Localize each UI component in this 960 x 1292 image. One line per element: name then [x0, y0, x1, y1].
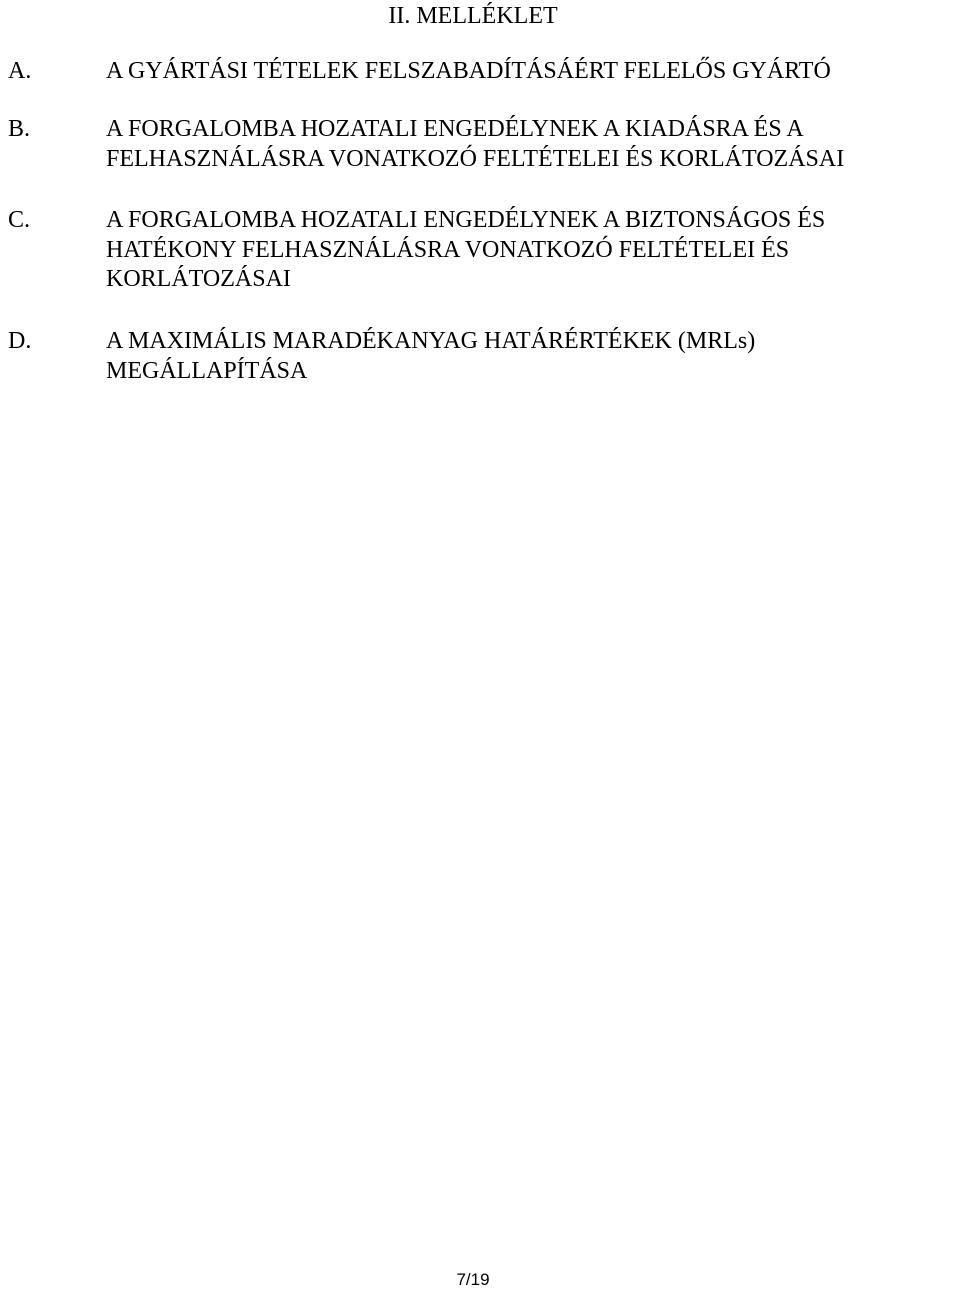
toc-item-b — [8, 115, 954, 174]
toc-item-text: A FORGALOMBA HOZATALI ENGEDÉLYNEK A KIADÁSRA ÉS A FELHASZNÁLÁSRA VONATKOZÓ FELTÉTELEI ÉS KORLÁTOZÁSAI — [106, 116, 845, 172]
toc-item-a — [8, 57, 954, 87]
toc-item-letter: B. — [8, 116, 31, 142]
toc-item-d — [8, 327, 954, 386]
toc-item-letter: D. — [8, 328, 32, 354]
toc-item-text: A GYÁRTÁSI TÉTELEK FELSZABADÍTÁSÁÉRT FELELŐS GYÁRTÓ — [106, 58, 831, 84]
page-number: 7/19 — [456, 1270, 490, 1289]
toc-item-letter: A. — [8, 58, 32, 84]
toc-item-text: A FORGALOMBA HOZATALI ENGEDÉLYNEK A BIZTONSÁGOS ÉS HATÉKONY FELHASZNÁLÁSRA VONATKOZÓ FELTÉTELEI ÉS KORLÁTOZÁSAI — [106, 207, 826, 292]
toc-item-c — [8, 206, 954, 295]
toc-item-text: A MAXIMÁLIS MARADÉKANYAG HATÁRÉRTÉKEK (MRLs) MEGÁLLAPÍTÁSA — [106, 328, 756, 384]
toc-item-letter: C. — [8, 207, 31, 233]
page-title: II. MELLÉKLET — [388, 3, 558, 29]
